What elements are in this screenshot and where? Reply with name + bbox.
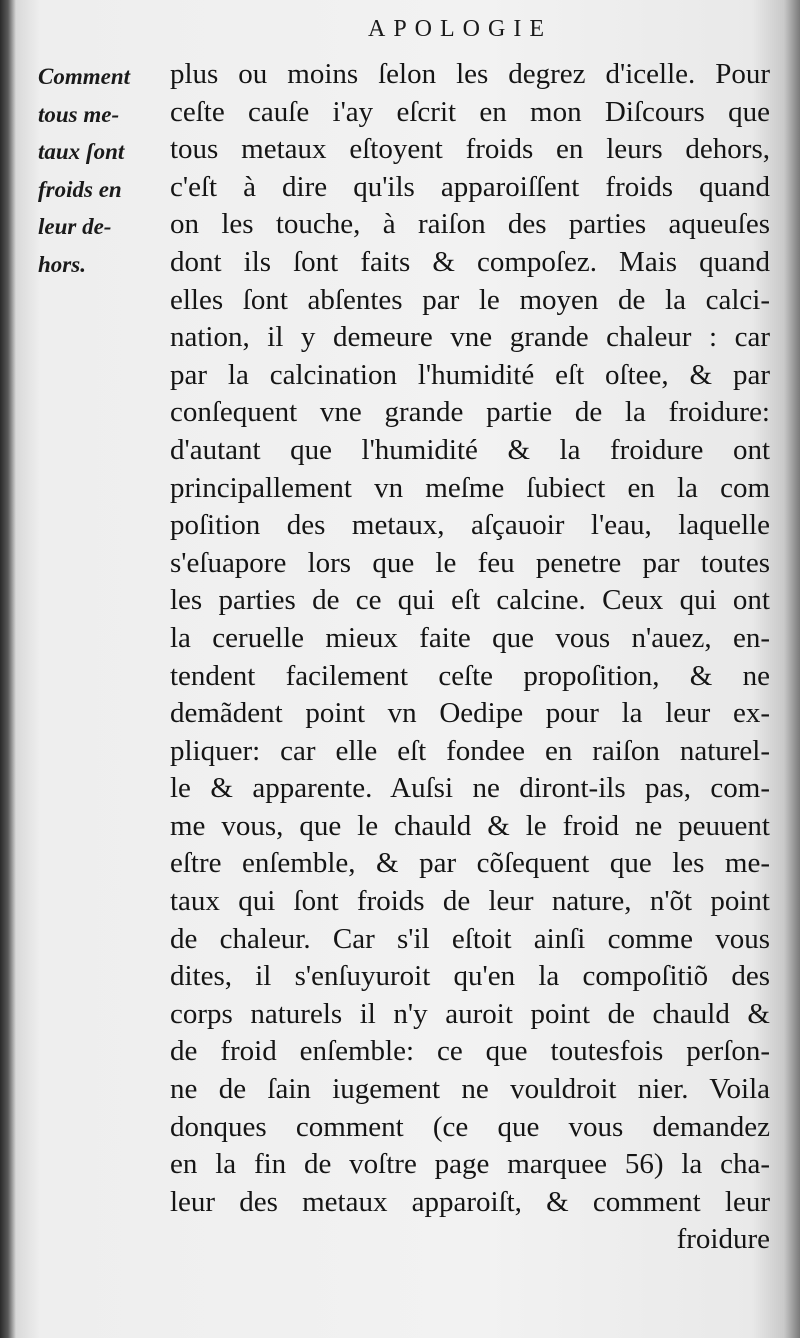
marginal-note <box>38 58 170 284</box>
marginal-note-line: leur de- <box>38 214 112 240</box>
marginal-note-line: froids en <box>38 176 122 202</box>
text-line: s'eſuapore lors que le feu penetre par toutes <box>170 546 770 579</box>
text-line: principallement vn meſme ſubiect en la com <box>170 471 770 504</box>
text-line: c'eſt à dire qu'ils apparoiſſent froids quand <box>170 170 770 203</box>
marginal-note-line: taux ſont <box>38 139 125 165</box>
text-line: de chaleur. Car s'il eſtoit ainſi comme vous <box>170 922 770 955</box>
text-line: donques comment (ce que vous demandez <box>170 1110 770 1143</box>
marginal-note-line: tous me- <box>38 101 120 127</box>
text-line: tendent facilement ceſte propoſition, & ne <box>170 659 770 692</box>
text-line: taux qui ſont froids de leur nature, n'õt point <box>170 885 770 918</box>
text-line: plus ou moins ſelon les degrez d'icelle. Pour <box>170 58 770 90</box>
text-line: leur des metaux apparoiſt, & comment leur <box>170 1185 770 1218</box>
body-text <box>170 56 770 1259</box>
text-line: par la calcination l'humidité eſt oſtee, & par <box>170 358 770 391</box>
text-line: d'autant que l'humidité & la froidure ont <box>170 433 770 466</box>
marginal-note-line: hors. <box>38 251 86 277</box>
text-line: les parties de ce qui eſt calcine. Ceux qui ont <box>170 584 770 617</box>
text-line: la ceruelle mieux faite que vous n'auez, en- <box>170 621 770 654</box>
text-line: en la fin de voſtre page marquee 56) la cha- <box>170 1148 770 1181</box>
text-line: conſequent vne grande partie de la froidure: <box>170 396 770 429</box>
text-line: nation, il y demeure vne grande chaleur : car <box>170 321 770 354</box>
running-head: APOLOGIE <box>368 16 552 42</box>
text-line: elles ſont abſentes par le moyen de la calci- <box>170 283 770 316</box>
text-line: on les touche, à raiſon des parties aqueuſes <box>170 208 770 241</box>
text-line: corps naturels il n'y auroit point de chauld & <box>170 997 770 1030</box>
catchword: froidure <box>676 1223 770 1256</box>
text-line: le & apparente. Auſsi ne diront-ils pas, com- <box>170 772 770 805</box>
text-line: dites, il s'enſuyuroit qu'en la compoſitiõ des <box>170 960 770 993</box>
text-line: demãdent point vn Oedipe pour la leur ex- <box>170 697 770 730</box>
text-line: me vous, que le chauld & le froid ne peuuent <box>170 809 770 842</box>
text-line: eſtre enſemble, & par cõſequent que les me- <box>170 847 770 880</box>
text-line: tous metaux eſtoyent froids en leurs dehors, <box>170 133 770 166</box>
text-line: ne de ſain iugement ne vouldroit nier. Voila <box>170 1073 770 1106</box>
text-line: pliquer: car elle eſt fondee en raiſon naturel- <box>170 734 770 767</box>
text-line: dont ils ſont faits & compoſez. Mais quand <box>170 245 770 278</box>
text-line: ceſte cauſe i'ay eſcrit en mon Diſcours que <box>170 95 770 128</box>
marginal-note-line: Comment <box>38 64 131 89</box>
text-line: de froid enſemble: ce que toutesfois perſon- <box>170 1035 770 1068</box>
text-line: poſition des metaux, aſçauoir l'eau, laquelle <box>170 509 770 542</box>
